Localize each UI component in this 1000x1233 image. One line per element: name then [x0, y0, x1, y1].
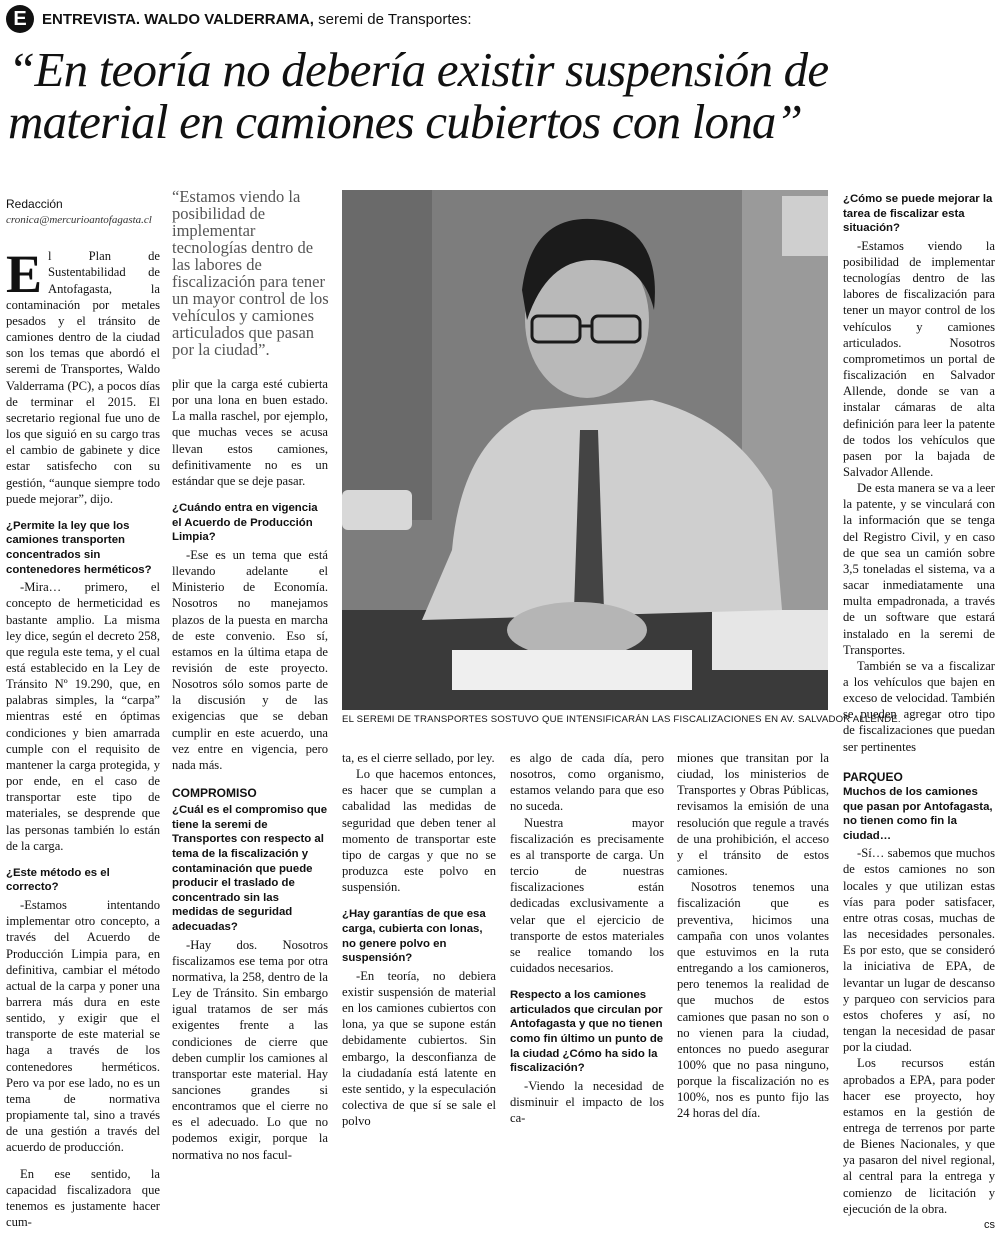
headline: “En teoría no debería existir suspensión de material en camiones cubiertos con lona”	[8, 42, 829, 149]
question-3: ¿Cuándo entra en vigencia el Acuerdo de Producción Limpia?	[172, 502, 318, 544]
answer-8-paragraph-2: Los recursos están aprobados a EPA, para poder hacer ese proyecto, hoy estamos en la gestión de entrega de terrenos por parte de Bienes Nacionales, y que ya pasaron del nivel regional, al central para la entrega y comienzo de licitación y ejecución de la obra.	[843, 1056, 995, 1216]
interview-photo	[342, 190, 828, 710]
question-6: Respecto a los camiones articulados que circulan por Antofagasta y que no tienen como fin último un punto de la ciudad ¿Cómo ha sido la fiscalización?	[510, 989, 664, 1075]
kicker-text	[42, 11, 472, 28]
section-kicker	[6, 4, 472, 34]
answer-2: -Estamos intentando implementar otro concepto, a través del Acuerdo de Producción Limpia para, en definitiva, cambiar el método actual de la carpa y poner una barrera más dura en este sentido, y exigir que el transporte de este material se haga a través de los contenedores herméticos. Pero va por ese lado, no es un tema de normativa propiamente tal, sino a través de una gestión a través del acuerdo de producción.	[6, 898, 160, 1155]
column-3	[342, 750, 496, 1129]
section-heading-compromiso: COMPROMISO	[172, 786, 257, 801]
answer-6: -Viendo la necesidad de disminuir el impacto de los ca-	[510, 1078, 664, 1126]
question-1: ¿Permite la ley que los camiones transporten concentrados sin contenedores herméticos?	[6, 519, 152, 576]
question-8: Muchos de los camiones que pasan por Antofagasta, no tienen como fin la ciudad…	[843, 785, 993, 842]
question-4: ¿Cuál es el compromiso que tiene la seremi de Transportes con respecto al tema de la fiscalización y contaminación que puede producir el traslado de concentrado sin las medidas de seguridad adecuadas?	[172, 804, 328, 933]
column-4	[510, 750, 664, 1126]
photo-caption: EL SEREMI DE TRANSPORTES SOSTUVO QUE INTENSIFICARÁN LAS FISCALIZACIONES EN AV. SALVADOR ALLENDE.	[342, 714, 901, 725]
pull-quote: “Estamos viendo la posibilidad de implementar tecnologías dentro de las labores de fiscalización para tener un mayor control de los vehículos y camiones articulados que pasan por la ciudad”.	[172, 187, 329, 359]
answer-2-continued: En ese sentido, la capacidad fiscalizadora que tenemos es justamente hacer cum-	[6, 1166, 160, 1229]
column-2-continuation: plir que la carga esté cubierta por una lona en buen estado. La malla raschel, por ejemplo, que muchas veces se acusa llevan estos camiones, definitivamente no es un estándar que se deje pasar.	[172, 377, 328, 488]
question-7: ¿Cómo se puede mejorar la tarea de fiscalizar esta situación?	[843, 193, 993, 235]
question-2: ¿Este método es el correcto?	[6, 866, 110, 894]
column-1	[6, 196, 160, 1229]
answer-7-paragraph-2: De esta manera se va a leer la patente, y se vinculará con la información que se tenga del Registro Civil, y en caso de que sea un camión sobre 3,5 toneladas el sistema, va a sacar inmediatamente una multa empadronada, a través de un software que estará instalado en la seremi de Transportes.	[843, 481, 995, 657]
section-heading-parqueo: PARQUEO	[843, 769, 903, 784]
article-end-mark: cs	[984, 1218, 995, 1231]
kicker-role: seremi de Transportes:	[313, 10, 472, 28]
answer-6-continued: miones que transitan por la ciudad, los ministerios de Transportes y Obras Públicas, revisamos la emisión de una resolución que regule a través de una prohibición, el acceso y el tránsito de estos camiones.	[677, 751, 829, 879]
entrevista-badge: E	[6, 5, 34, 33]
answer-7: -Estamos viendo la posibilidad de implementar tecnologías dentro de las labores de fiscalización para tener un mayor control de los vehículos y camiones articulados. Nosotros comprometimos un portal de fiscalización en Salvador Allende, donde se van a instalar cámaras de alta definición para leer la patente de todos los vehículos que pasen por la bajada de Salvador Allende.	[843, 238, 995, 479]
column-6	[843, 192, 995, 1231]
answer-6-paragraph: Nosotros tenemos una fiscalización que es preventiva, hicimos una campaña con unos volantes que estuvimos en la ruta entregando a los camioneros, pero tenemos la realidad de que muchos de estos camiones que pasan no son o no vienen para la ciudad, entonces no puedo asegurar 100% que no pasa ninguno, porque la fiscalización no es 100%, nos es punto fijo las 24 horas del día.	[677, 880, 829, 1121]
answer-5-continued: es algo de cada día, pero nosotros, como organismo, estamos velando para que eso no suceda.	[510, 751, 664, 814]
question-5: ¿Hay garantías de que esa carga, cubierta con lonas, no genere polvo en suspensión?	[342, 908, 486, 965]
intro-paragraph: El Plan de Sustentabilidad de Antofagasta, la contaminación por metales pesados y el tránsito de camiones dentro de la ciudad son los temas que abordó el seremi de Transportes, Waldo Valderrama (PC), a pocos días de terminar el 2015. El secretario regional fue uno de los que siguió en su cargo tras el cambio de gabinete y dice estar satisfecho con su gestión, “aunque siempre todo puede mejorar”, dijo.	[6, 244, 160, 506]
answer-8: -Sí… sabemos que muchos de estos camiones no son locales y que utilizan estas vías para poder satisfacer, entre otras cosas, muchas de las necesidades personales. Es por esto, que se consideró la iniciativa de EPA, de levantar un lugar de descanso y parqueo con servicios para estos choferes y así, no tengan la necesidad de pasar por la ciudad.	[843, 846, 995, 1055]
column-2	[172, 376, 328, 1162]
answer-1: -Mira… primero, el concepto de hermeticidad es bastante amplio. La misma ley dice, según el decreto 258, que regula este tema, y el cual está establecido en la Ley de Tránsito Nº 19.290, que, en palabras simples, la “carpa” mientras esté en óptimas condiciones y bien amarrada cumple con el requisito de mantener la carga protegida, y por ende, en el caso de transportar este tipo de materiales, se desprende que las personas también lo están de la carga.	[6, 580, 160, 853]
answer-7-paragraph-3: También se va a fiscalizar a los vehículos que bajen en exceso de velocidad. También se pueden agregar otro tipo de fiscalizaciones que puedan ser pertinentes	[843, 658, 995, 754]
drop-cap: E	[6, 244, 43, 305]
answer-3: -Ese es un tema que está llevando adelante el Ministerio de Economía. Nosotros no manejamos plazos de la puesta en marcha de este convenio. Eso sí, estamos en la última etapa de revisión de este proyecto. Nosotros sólo somos parte de la discusión y de las exigencias que se deban cumplir en este acuerdo, una vez entre en vigencia, pero nada más.	[172, 547, 328, 772]
answer-4-continued: ta, es el cierre sellado, por ley.	[342, 751, 495, 765]
kicker-label: ENTREVISTA. WALDO VALDERRAMA,	[42, 10, 314, 28]
byline-name: Redacción	[6, 197, 63, 211]
byline-email[interactable]: cronica@mercurioantofagasta.cl	[6, 214, 152, 227]
answer-5: -En teoría, no debiera existir suspensión de material en los camiones cubiertos con lona, ya que se supone están debidamente cubiertos. Sin embargo, la desconfianza de la ciudadanía está latente en este sentido, y la especulación colectiva de que sí se sale el polvo	[342, 968, 496, 1129]
answer-4: -Hay dos. Nosotros fiscalizamos ese tema por otra normativa, la 258, dentro de la Ley de Tránsito. Sin embargo igual tratamos de ser más exigentes frente a las condiciones de cierre que deben cumplir los camiones al transportar este material. Hay sanciones grandes si encontramos que el cierre no es el adecuado. Lo que no podemos exigir, porque la normativa no nos facul-	[172, 937, 328, 1162]
answer-5-paragraph: Nuestra mayor fiscalización es precisamente es al transporte de carga. Un tercio de nuestras fiscalizaciones están dedicadas exclusivamente a velar que el ejercicio de transporte de estos materiales se realice tomando los cuidados necesarios.	[510, 815, 664, 976]
answer-4-paragraph: Lo que hacemos entonces, es hacer que se cumplan a cabalidad las medidas de seguridad que deben tener al momento de transportar este tipo de cargas y que no se produzca este polvo en suspensión.	[342, 767, 496, 895]
column-5	[677, 750, 829, 1121]
